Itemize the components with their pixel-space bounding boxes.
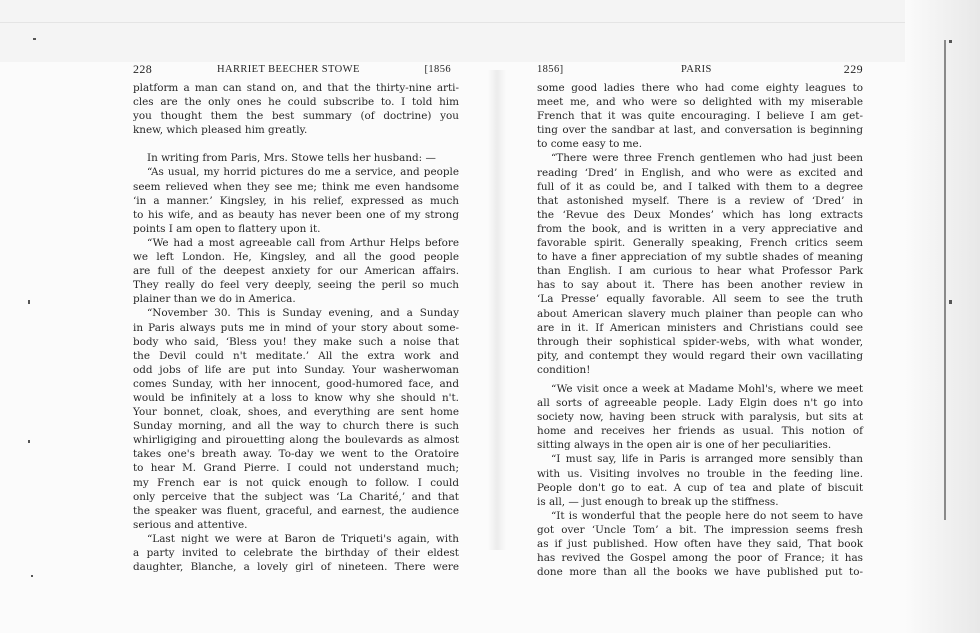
text-line: body who said, ‘Bless you! they make such a noise that (133, 335, 459, 348)
text-line: to his wife, and as beauty has never been one of my strong (133, 208, 459, 221)
scan-right-edge (944, 40, 946, 520)
left-running-head (133, 58, 459, 76)
text-line: French that it was quite encouraging. I believe I am get- (537, 110, 863, 123)
text-line: “Last night we were at Baron de Triqueti's again, with (147, 532, 459, 545)
text-line: has revived the Gospel among the poor of France; it has (537, 552, 863, 565)
page-number: 229 (843, 62, 863, 76)
right-page (537, 58, 863, 579)
text-line: to come easy to me. (537, 138, 643, 151)
text-line: all sorts of agreeable people. Lady Elgin does n't go into (537, 397, 863, 410)
right-page-text (537, 81, 863, 579)
text-line: People don't go to eat. A cup of tea and plate of biscuit (537, 481, 863, 494)
text-line: sitting always in the open air is one of her peculiarities. (537, 439, 832, 452)
text-line: are full of the deepest anxiety for our American affairs. (133, 265, 459, 278)
text-line: favorable spirit. Generally speaking, French critics seem (537, 237, 863, 250)
page-number: 228 (133, 62, 153, 76)
text-line: are in it. If American ministers and Christians could see (537, 321, 863, 334)
text-line: In writing from Paris, Mrs. Stowe tells her husband: — (147, 152, 436, 165)
running-title: HARRIET BEECHER STOWE (217, 64, 360, 75)
text-line: “As usual, my horrid pictures do me a service, and people (147, 166, 459, 179)
text-line: than English. I am curious to hear what Professor Park (537, 265, 863, 278)
text-line: about American slavery much plainer than people can who (537, 307, 863, 320)
text-line: has to say about it. There has been another review in (537, 279, 863, 292)
text-line: only perceive that the subject was ‘La Charité,’ and that (133, 490, 459, 503)
scan-speck (33, 38, 36, 40)
scan-speck (28, 440, 30, 443)
text-line: points I am open to flattery upon it. (133, 222, 321, 235)
text-line: would be infinitely at a loss to know why she should n't. (133, 391, 459, 404)
scan-speck (949, 40, 952, 43)
running-title: PARIS (681, 64, 712, 75)
text-line: to hear M. Grand Pierre. I could not understand much; (133, 462, 459, 475)
scan-speck (949, 300, 952, 304)
text-line: to have a finer appreciation of my subtle shades of meaning (537, 251, 863, 264)
scan-top-band (0, 0, 980, 62)
text-line: ting over the sandbar at last, and conversation is beginning (537, 124, 863, 137)
text-line: ‘in a manner.’ Kingsley, in his relief, expressed as much (133, 194, 459, 207)
text-line: home and receives her friends as usual. This notion of (537, 425, 863, 438)
text-line: is all, — just enough to break up the stiffness. (537, 495, 779, 508)
left-page (133, 58, 459, 574)
text-line: knew, which pleased him greatly. (133, 124, 308, 137)
text-line: serious and attentive. (133, 518, 248, 531)
text-line: got over ‘Uncle Tom’ a bit. The impression seems fresh (537, 523, 863, 536)
text-line: the ‘Revue des Deux Mondes’ which has long extracts (537, 208, 863, 221)
text-line: some good ladies there who had come eighty leagues to (537, 82, 863, 94)
paragraph-gap (133, 137, 459, 151)
text-line: platform a man can stand on, and that the thirty-nine arti- (133, 82, 459, 94)
text-line: plainer than we do in America. (133, 293, 296, 306)
text-line: “November 30. This is Sunday evening, and a Sunday (147, 307, 459, 320)
text-line: that astonished myself. There is a review of ‘Dred’ in (537, 194, 863, 207)
text-line: done more than all the books we have published put to- (537, 566, 863, 579)
book-gutter (488, 70, 506, 550)
text-line: Your bonnet, cloak, shoes, and everything are sent home (133, 406, 459, 419)
text-line: takes one's breath away. To-day we went to the Oratoire (133, 448, 459, 461)
text-line: “There were three French gentlemen who had just been (551, 152, 863, 165)
text-line: a party invited to celebrate the birthday of their eldest (133, 547, 459, 559)
text-line: ‘La Presse’ equally favorable. All seem to see the truth (537, 293, 863, 306)
text-line: cles are the only ones he could subscribe to. I told him (133, 96, 459, 109)
text-line: “I must say, life in Paris is arranged more sensibly than (551, 453, 863, 466)
text-line: reading ‘Dred’ in English, and who were as excited and (537, 166, 863, 179)
text-line: They really do feel very deeply, seeing the peril so much (133, 279, 459, 292)
text-line: the speaker was fluent, graceful, and earnest, the audience (133, 504, 459, 517)
text-line: full of it as could be, and I talked with them to a degree (537, 180, 863, 193)
text-line: as if just published. How often have they said, That book (537, 538, 863, 550)
text-line: meet me, and who were so delighted with my miserable (537, 96, 863, 109)
running-year: 1856] (537, 64, 564, 75)
text-line: odd jobs of life are put into Sunday. Your washerwoman (133, 363, 459, 376)
text-line: through their sophistical spider-webs, with what wonder, (537, 335, 863, 348)
text-line: you thought them the best summary (of doctrine) you (133, 110, 459, 123)
text-line: society now, having been struck with paralysis, but sits at (537, 411, 863, 424)
text-line: “We had a most agreeable call from Arthur Helps before (147, 236, 459, 249)
scan-right-shadow (905, 0, 980, 633)
left-page-text (133, 81, 459, 574)
text-line: “We visit once a week at Madame Mohl's, where we meet (551, 382, 863, 395)
text-line: the Devil could n't meditate.’ All the extra work and (133, 349, 459, 362)
text-line: my French ear is not quick enough to follow. I could (133, 476, 459, 489)
text-line: with us. Visiting involves no trouble in the feeding line. (537, 467, 863, 480)
text-line: from the book, and is written in a very appreciative and (537, 222, 863, 235)
scan-speck (31, 575, 33, 577)
text-line: “It is wonderful that the people here do not seem to have (551, 509, 863, 522)
scan-top-line (0, 22, 980, 23)
scan-speck (28, 300, 30, 304)
running-year: [1856 (424, 64, 451, 75)
text-line: Sunday morning, and all the way to church there is such (133, 420, 459, 433)
text-line: comes Sunday, with her innocent, good-humored face, and (133, 377, 459, 390)
text-line: in Paris always puts me in mind of your story about some- (133, 321, 459, 334)
text-line: pity, and contempt they would regard their own vacillating (537, 349, 863, 362)
text-line: whirligiging and pirouetting along the boulevards as almost (133, 434, 459, 447)
text-line: condition! (537, 363, 591, 376)
text-line: daughter, Blanche, a lovely girl of nineteen. There were (133, 561, 459, 574)
text-line: seem relieved when they see me; think me even handsome (133, 180, 459, 193)
right-running-head (537, 58, 863, 76)
text-line: we left London. He, Kingsley, and all the good people (133, 251, 459, 264)
